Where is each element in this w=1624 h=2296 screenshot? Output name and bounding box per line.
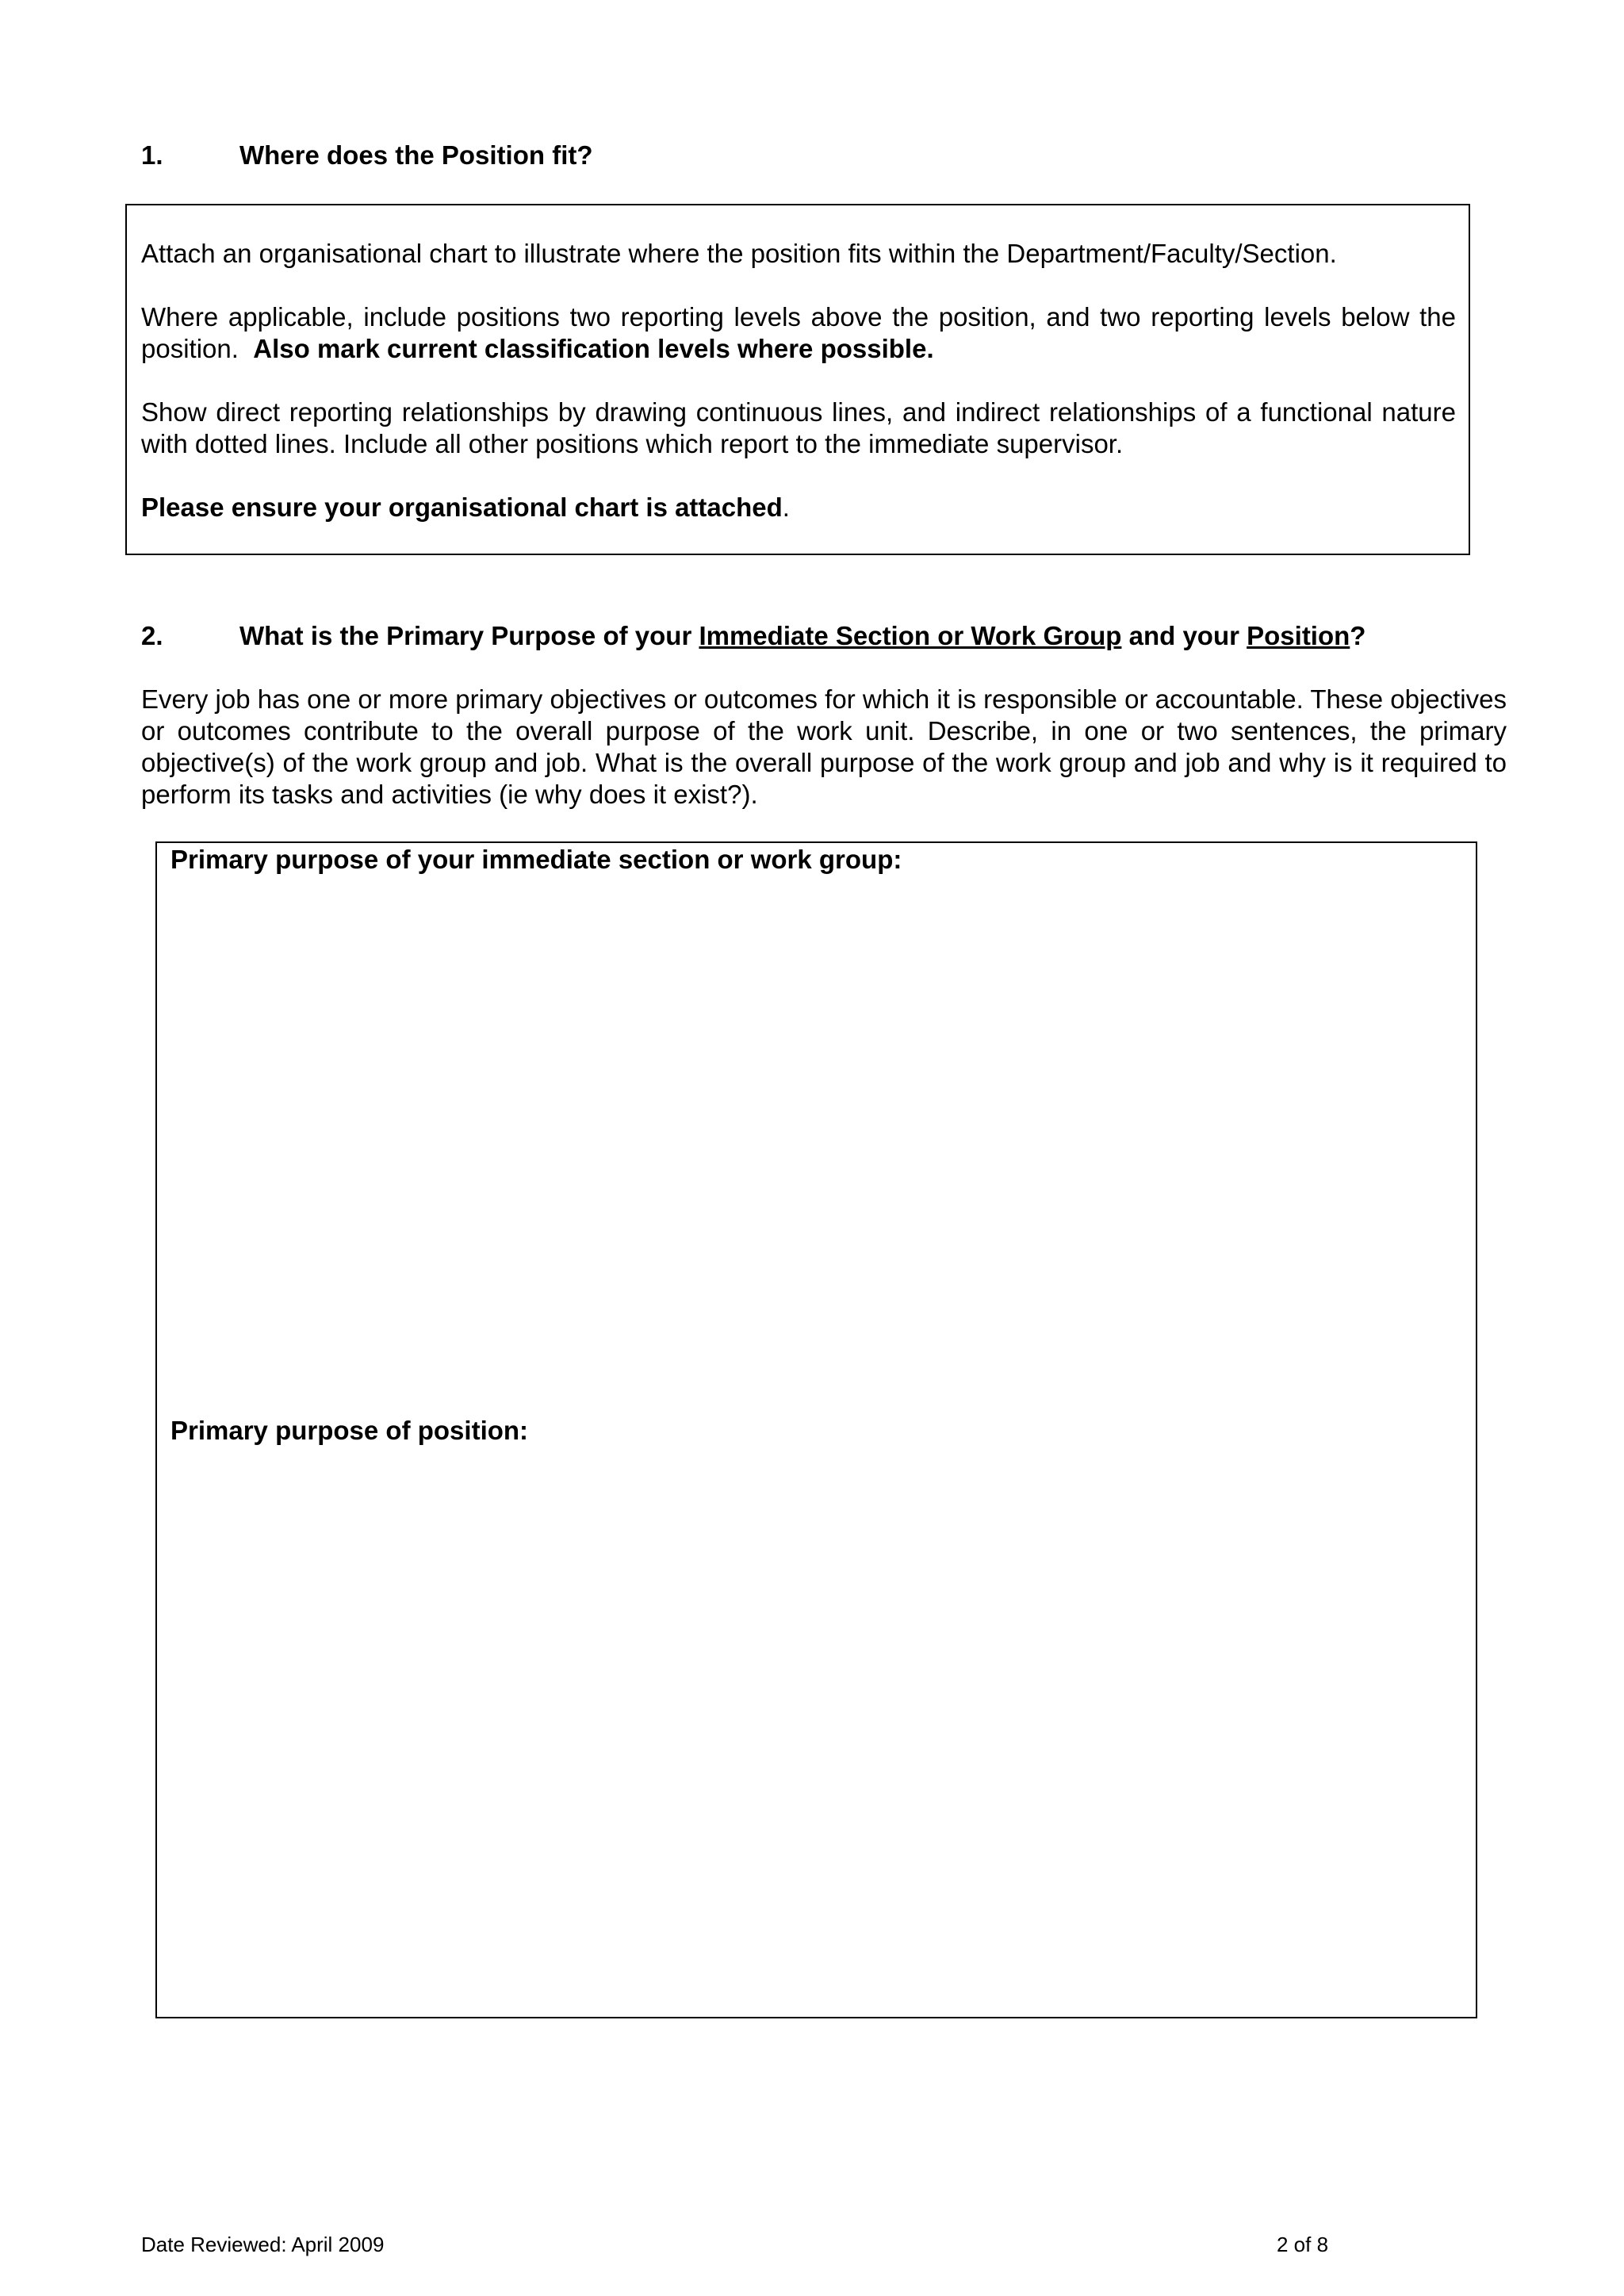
section-2-title: What is the Primary Purpose of your Immediate Section or Work Group and your Position? (239, 621, 1366, 650)
work-group-term: Immediate Section or Work Group (699, 621, 1122, 650)
org-chart-instruction-4: Please ensure your organisational chart is attached. (141, 493, 790, 522)
org-chart-instruction-2 (141, 301, 1456, 365)
org-chart-instruction-1: Attach an organisational chart to illustrate where the position fits within the Department/Faculty/Section. (141, 239, 1337, 268)
page-number: 2 of 8 (1277, 2233, 1329, 2256)
org-chart-instruction-3: Show direct reporting relationships by drawing continuous lines, and indirect relationships of a functional nature with dotted lines. Include all other positions which report to the immediate supervisor. (141, 397, 1456, 458)
section-1-number: 1. (141, 140, 163, 170)
position-term: Position (1247, 621, 1350, 650)
org-chart-attach-reminder: Please ensure your organisational chart is attached (141, 493, 783, 522)
org-chart-instruction-2-text: Where applicable, include positions two reporting levels above the position, and two reporting levels below the position. (141, 302, 1456, 363)
section-2-number: 2. (141, 621, 163, 650)
position-purpose-label: Primary purpose of position: (170, 1416, 529, 1445)
work-group-purpose-label: Primary purpose of your immediate section or work group: (170, 845, 902, 874)
org-chart-instruction-2-bold: Also mark current classification levels where possible. (253, 334, 934, 363)
date-reviewed: Date Reviewed: April 2009 (141, 2233, 385, 2256)
section-1-title: Where does the Position fit? (239, 140, 593, 170)
section-2-intro: Every job has one or more primary objectives or outcomes for which it is responsible or accountable. These objectives or outcomes contribute to the overall purpose of the work unit. Describe, in one or two sentences, the primary objective(s) of the work group and job. What is the overall purpose of the work group and job and why is it required to perform its tasks and activities (ie why does it exist?). (141, 684, 1507, 809)
